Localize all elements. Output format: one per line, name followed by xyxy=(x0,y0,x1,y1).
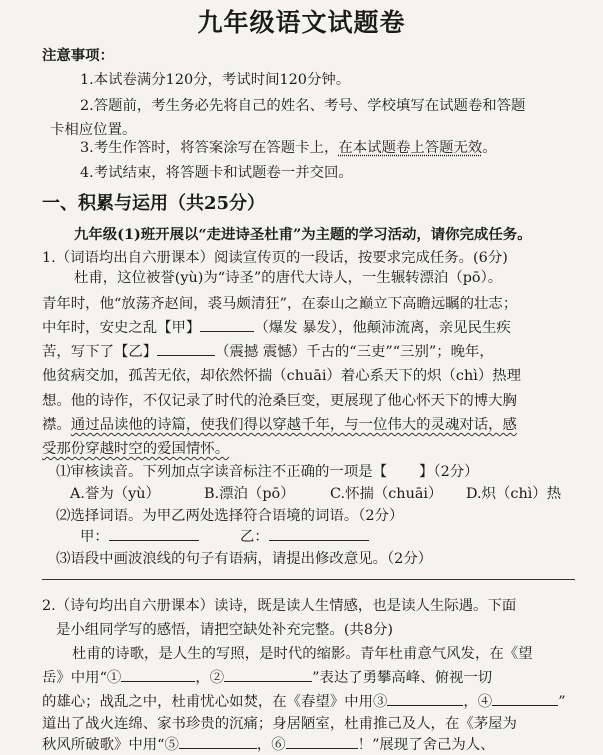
passage-line: 秋风所破歌》中用“⑤ ，⑥ ！”展现了舍己为人、 xyxy=(42,737,495,753)
notice-item: 3.考生作答时，将答案涂写在答题卡上，在本试题卷上答题无效。 xyxy=(80,140,497,156)
passage-line: 青年时，他“放荡齐赵间，裘马颇清狂”，在泰山之巅立下高瞻远瞩的壮志； xyxy=(42,296,518,312)
sub-question: ⑶语段中画波浪线的句子有语病，请提出修改意见。（2分） xyxy=(56,551,433,567)
passage-line: 岳》中用“① ，② ”表达了勇攀高峰、俯视一切 xyxy=(42,670,493,686)
passage-line: 杜甫的诗歌，是人生的写照，是时代的缩影。青年杜甫意气风发，在《望 xyxy=(72,646,533,662)
passage-line: 中年时，安史之乱【甲】 （爆发 暴发），他颠沛流离，亲见民生疾 xyxy=(42,320,511,336)
passage-line: 想。他的诗作，不仅记录了时代的沧桑巨变，更展现了他心怀天下的博大胸 xyxy=(42,393,517,409)
notice-item: 4.考试结束，将答题卡和试题卷一并交回。 xyxy=(80,165,353,181)
answer-rule[interactable] xyxy=(42,579,575,580)
passage-line: 杜甫，这位被誉(yù)为“诗圣”的唐代大诗人，一生辗转漂泊（pō）。 xyxy=(74,270,503,286)
question-stem: 2.（诗句均出自六册课本）读诗，既是读人生情感，也是读人生际遇。下面 xyxy=(42,598,517,614)
notice-heading: 注意事项： xyxy=(42,47,114,64)
section-intro: 九年级(1)班开展以“走进诗圣杜甫”为主题的学习活动，请你完成任务。 xyxy=(74,226,532,243)
passage-line: 苦，写下了【乙】 （震撼 震憾）千古的“三吏”“三别”；晚年， xyxy=(42,344,494,360)
section-heading: 一、积累与运用（共25分） xyxy=(42,193,266,214)
blank-jia xyxy=(200,318,254,332)
option-d: D.炽（chì）热 xyxy=(466,486,562,502)
answer-yi: 乙： xyxy=(240,527,369,547)
passage-line: 道出了战火连绵、家书珍贵的沉痛；身居陋室，杜甫推己及人，在《茅屋为 xyxy=(42,716,517,732)
answer-jia: 甲： xyxy=(80,527,199,547)
passage-line: 受那份穿越时空的爱国情怀。 xyxy=(42,441,230,457)
question-stem: 1.（词语均出自六册课本）阅读宣传页的一段话，按要求完成任务。(6分) xyxy=(42,250,508,266)
notice-item: 2.答题前，考生务必先将自己的姓名、考号、学校填写在试题卷和答题 xyxy=(80,98,526,114)
notice-item: 卡相应位置。 xyxy=(50,122,137,138)
sub-question: ⑴审核读音。下列加点字读音标注不正确的一项是【 】（2分） xyxy=(56,464,479,480)
answer-line-yi[interactable] xyxy=(269,527,369,541)
sub-question: ⑵选择词语。为甲乙两处选择符合语境的词语。（2分） xyxy=(56,508,404,524)
page-title: 九年级语文试题卷 xyxy=(197,8,406,37)
option-a: A.誉为（yù） xyxy=(70,486,160,502)
passage-line: 他贫病交加，孤苦无依，却依然怀揣（chuāi）着心系天下的炽（chì）热理 xyxy=(42,368,522,384)
passage-line: 襟。通过品读他的诗篇，使我们得以穿越千年，与一位伟大的灵魂对话，感 xyxy=(42,417,517,433)
notice-item: 1.本试卷满分120分，考试时间120分钟。 xyxy=(80,72,351,88)
question-stem: 是小组同学写的感悟，请把空缺处补充完整。(共8分) xyxy=(56,622,393,638)
option-b: B.漂泊（pō） xyxy=(204,486,295,502)
answer-line-jia[interactable] xyxy=(109,527,199,541)
passage-line: 的雄心；战乱之中，杜甫忧心如焚，在《春望》中用③ ，④ ” xyxy=(42,694,566,710)
blank-yi xyxy=(157,342,215,356)
option-c: C.怀揣（chuāi） xyxy=(330,486,443,502)
wavy-sentence: 通过品读他的诗篇，使我们得以穿越千年，与一位伟大的灵魂对话，感 xyxy=(70,417,517,433)
